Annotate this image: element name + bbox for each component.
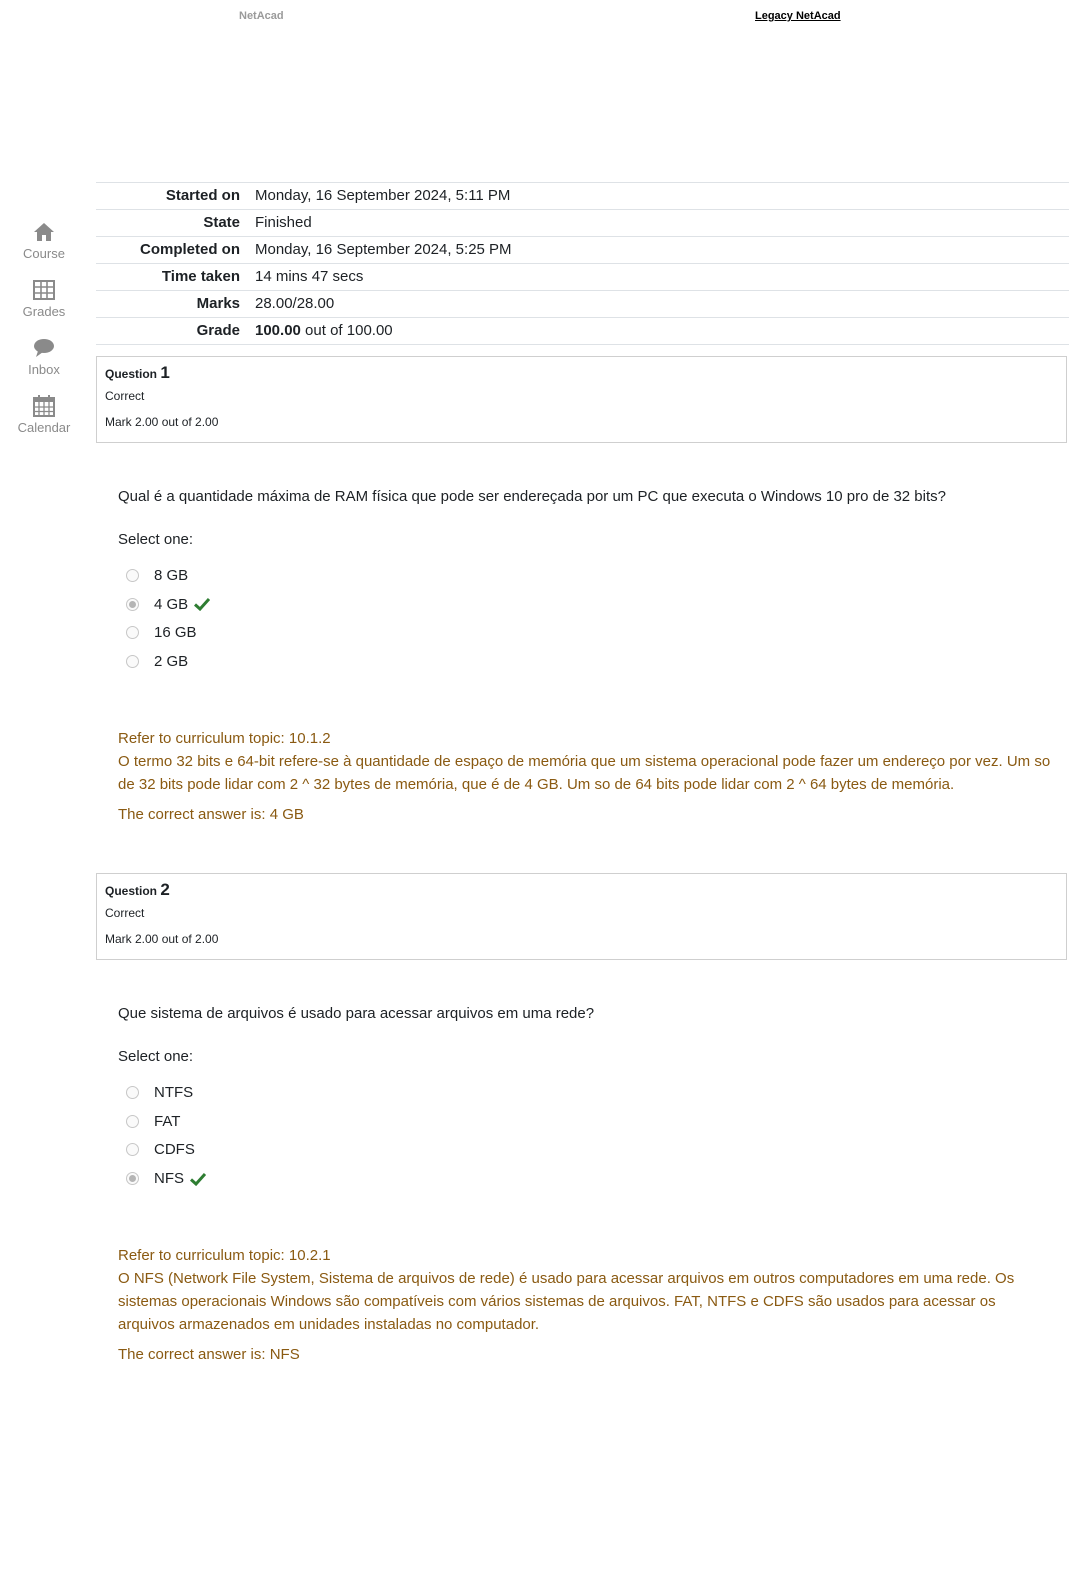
sidebar-item-inbox[interactable] [0, 336, 88, 394]
check-icon [190, 1172, 206, 1186]
home-icon [32, 220, 56, 244]
curriculum-topic: Refer to curriculum topic: 10.2.1 [118, 1247, 331, 1264]
answer-label: FAT [154, 1112, 181, 1130]
answer-option[interactable] [126, 1136, 206, 1165]
summary-row-state [96, 210, 1069, 237]
question-mark: Mark 2.00 out of 2.00 [105, 932, 219, 946]
summary-value: Monday, 16 September 2024, 5:11 PM [255, 187, 511, 204]
quiz-summary-table [96, 182, 1069, 345]
question-1-feedback [118, 727, 1053, 826]
radio-button-selected[interactable] [126, 598, 139, 611]
netacad-link[interactable]: NetAcad [239, 10, 284, 22]
summary-label: Completed on [140, 241, 240, 258]
question-1-answers [126, 561, 210, 676]
check-icon [194, 597, 210, 611]
summary-row-completed [96, 237, 1069, 264]
answer-label: 8 GB [154, 566, 189, 584]
sidebar-item-label: Course [23, 246, 65, 261]
grade-suffix: out of 100.00 [300, 322, 393, 339]
question-2-text: Que sistema de arquivos é usado para acessar arquivos em uma rede? [118, 1005, 595, 1022]
sidebar-item-label: Grades [22, 304, 66, 319]
question-state: Correct [105, 906, 145, 920]
sidebar-item-label: Calendar [17, 420, 71, 435]
radio-button[interactable] [126, 1143, 139, 1156]
answer-option[interactable] [126, 647, 210, 676]
answer-option[interactable] [126, 561, 210, 590]
explanation: O NFS (Network File System, Sistema de arquivos de rede) é usado para acessar arquivos em outros computadores em uma rede. Os sistemas operacionais Windows são compatíveis com vários sistemas de arquivos. FAT, NTFS e CDFS são usados para acessar os arquivos armazenados em unidades instaladas no computador. [118, 1270, 1015, 1333]
correct-answer: The correct answer is: 4 GB [118, 806, 304, 823]
answer-label: NTFS [154, 1083, 194, 1101]
summary-label: Started on [165, 187, 240, 204]
select-one-prompt: Select one: [118, 1048, 194, 1065]
summary-value [255, 318, 1069, 345]
summary-value: 14 mins 47 secs [255, 268, 364, 285]
question-1-text: Qual é a quantidade máxima de RAM física que pode ser endereçada por um PC que executa o Windows 10 pro de 32 bits? [118, 488, 946, 505]
curriculum-topic: Refer to curriculum topic: 10.1.2 [118, 730, 331, 747]
sidebar-item-calendar[interactable] [0, 394, 88, 452]
correct-answer: The correct answer is: NFS [118, 1346, 300, 1363]
answer-option[interactable] [126, 1078, 206, 1107]
summary-value: Monday, 16 September 2024, 5:25 PM [255, 241, 512, 258]
radio-button[interactable] [126, 655, 139, 668]
question-1-info [96, 356, 1067, 443]
answer-option[interactable] [126, 590, 210, 619]
summary-row-marks [96, 291, 1069, 318]
radio-button[interactable] [126, 1115, 139, 1128]
question-2-info [96, 873, 1067, 960]
sidebar-item-course[interactable] [0, 220, 88, 278]
summary-row-started [96, 183, 1069, 210]
summary-row-time-taken [96, 264, 1069, 291]
answer-option[interactable] [126, 1164, 206, 1193]
radio-button[interactable] [126, 626, 139, 639]
sidebar-item-grades[interactable] [0, 278, 88, 336]
summary-label: Time taken [161, 268, 240, 285]
summary-label: State [203, 214, 240, 231]
answer-label: 4 GB [154, 595, 189, 613]
answer-option[interactable] [126, 1107, 206, 1136]
question-number: Question 1 [105, 363, 170, 382]
answer-label: 16 GB [154, 624, 197, 642]
question-mark: Mark 2.00 out of 2.00 [105, 415, 219, 429]
answer-label: 2 GB [154, 653, 189, 671]
answer-label: NFS [154, 1170, 184, 1188]
explanation: O termo 32 bits e 64-bit refere-se à quantidade de espaço de memória que um sistema operacional pode fazer um endereço por vez. Um so de 32 bits pode lidar com 2 ^ 32 bytes de memória, que é de 4 GB. Um so de 64 bits pode lidar com 2 ^ 64 bytes de memória. [118, 753, 1051, 793]
question-state: Correct [105, 389, 145, 403]
radio-button[interactable] [126, 569, 139, 582]
chat-icon [32, 336, 56, 360]
summary-row-grade [96, 318, 1069, 345]
answer-label: CDFS [154, 1141, 195, 1159]
sidebar [0, 220, 88, 452]
radio-button[interactable] [126, 1086, 139, 1099]
table-icon [32, 278, 56, 302]
question-number: Question 2 [105, 880, 170, 899]
legacy-netacad-link[interactable]: Legacy NetAcad [755, 10, 841, 22]
summary-label: Grade [196, 322, 240, 339]
summary-value: Finished [255, 214, 312, 231]
summary-value: 28.00/28.00 [255, 295, 335, 312]
question-2-answers [126, 1078, 206, 1193]
select-one-prompt: Select one: [118, 531, 194, 548]
calendar-icon [32, 394, 56, 418]
grade-value: 100.00 [255, 322, 301, 339]
answer-option[interactable] [126, 619, 210, 648]
question-2-feedback [118, 1244, 1053, 1366]
radio-button-selected[interactable] [126, 1172, 139, 1185]
sidebar-item-label: Inbox [28, 362, 60, 377]
summary-label: Marks [196, 295, 240, 312]
